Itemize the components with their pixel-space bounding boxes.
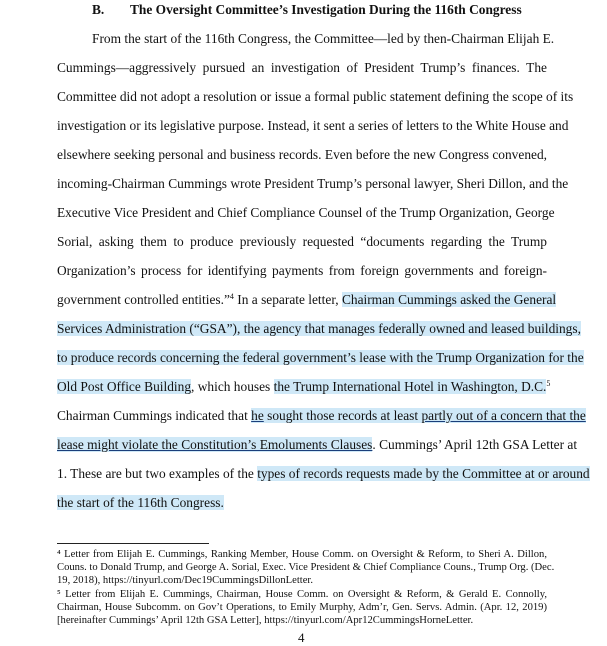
body-line: Committee did not adopt a resolution or issue a formal public statement defining the scope of its bbox=[57, 89, 574, 104]
highlighted-text: types of records requests made by the Committee at or around bbox=[257, 466, 590, 481]
highlighted-text: Services Administration (“GSA”), the agency that manages federally owned and leased buildings, bbox=[57, 321, 581, 336]
body-line: elsewhere seeking personal and business records. Even before the new Congress convened, bbox=[57, 147, 547, 162]
body-line: Organization’s process for identifying payments from foreign governments and foreign- bbox=[57, 263, 547, 278]
body-line bbox=[57, 349, 584, 366]
body-line bbox=[57, 494, 547, 511]
body-text: , which houses bbox=[191, 379, 274, 394]
section-letter: B. bbox=[92, 2, 105, 17]
footnote-5: ⁵ Letter from Elijah E. Cummings, Chairman, House Comm. on Oversight & Reform, & Gerald E. Connolly, bbox=[57, 589, 547, 600]
body-line bbox=[57, 291, 557, 308]
footnote-4: ⁴ Letter from Elijah E. Cummings, Ranking Member, House Comm. on Oversight & Reform, to Sheri A. Dillon, bbox=[57, 549, 547, 560]
footnote-divider bbox=[57, 543, 209, 544]
body-line: Executive Vice President and Chief Compliance Counsel of the Trump Organization, George bbox=[57, 205, 555, 220]
body-text: In a separate letter, bbox=[233, 292, 342, 307]
page-number: 4 bbox=[298, 630, 305, 645]
underlined-text: lease might violate the Constitution’s Emoluments Clauses bbox=[57, 437, 373, 452]
body-line bbox=[57, 378, 551, 395]
body-line bbox=[57, 436, 578, 453]
highlighted-text: Old Post Office Building bbox=[57, 379, 192, 394]
footnote-5: Chairman, House Subcomm. on Gov’t Operations, to Emily Murphy, Adm’r, Gen. Servs. Admin. (Apr. 12, 2019) bbox=[57, 602, 547, 613]
underlined-text: he bbox=[251, 408, 264, 423]
highlighted-text: sought those records at least bbox=[263, 408, 422, 423]
body-text: 1. These are but two examples of the bbox=[57, 466, 258, 481]
footnote-ref-4[interactable]: 4 bbox=[229, 292, 234, 301]
highlighted-text: the Trump International Hotel in Washington, D.C. bbox=[273, 379, 547, 394]
body-line bbox=[57, 465, 590, 482]
body-line: Sorial, asking them to produce previously requested “documents regarding the Trump bbox=[57, 234, 547, 249]
body-line: incoming-Chairman Cummings wrote President Trump’s personal lawyer, Sheri Dillon, and the bbox=[57, 176, 569, 191]
section-title: The Oversight Committee’s Investigation During the 116th Congress bbox=[130, 2, 522, 17]
footnote-5-link[interactable]: [hereinafter Cummings’ April 12th GSA Letter], https://tinyurl.com/Apr12CummingsHorneLetter. bbox=[57, 615, 474, 626]
body-line: investigation or its legislative purpose. Instead, it sent a series of letters to the White House and bbox=[57, 118, 569, 133]
footnote-ref-5[interactable]: 5 bbox=[546, 379, 551, 388]
footnote-4: Couns. to Donald Trump, and George A. Sorial, Exec. Vice President & Chief Compliance Couns., Trump Org. (Dec. bbox=[57, 562, 555, 573]
body-line: Cummings—aggressively pursued an investigation of President Trump’s finances. The bbox=[57, 60, 547, 75]
underlined-text: partly out of a concern that the bbox=[421, 408, 586, 423]
body-text: Chairman Cummings indicated that bbox=[57, 408, 252, 423]
body-line bbox=[57, 320, 581, 337]
footnote-4-link[interactable]: 19, 2018), https://tinyurl.com/Dec19CummingsDillonLetter. bbox=[57, 575, 313, 586]
highlighted-text: Chairman Cummings asked the General bbox=[341, 292, 557, 307]
body-text: government controlled entities.” bbox=[57, 292, 230, 307]
highlighted-text: the start of the 116th Congress. bbox=[57, 495, 224, 510]
body-text: . Cummings’ April 12th GSA Letter at bbox=[372, 437, 578, 452]
highlighted-text: to produce records concerning the federal government’s lease with the Trump Organization for the bbox=[57, 350, 584, 365]
body-line bbox=[57, 407, 586, 424]
section-heading bbox=[92, 2, 522, 18]
body-line: From the start of the 116th Congress, the Committee—led by then-Chairman Elijah E. bbox=[92, 31, 555, 46]
